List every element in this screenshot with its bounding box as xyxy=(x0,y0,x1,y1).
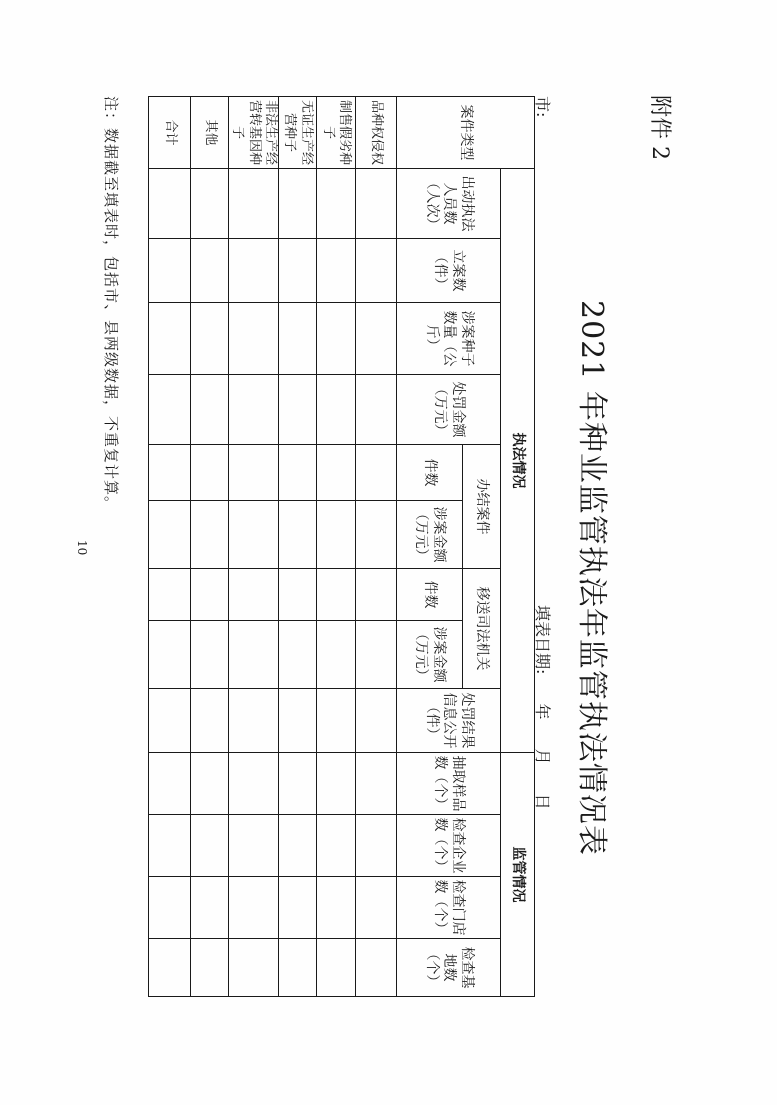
table-cell xyxy=(191,689,229,753)
table-cell xyxy=(317,375,356,445)
table-cell xyxy=(149,501,191,569)
row-label: 非法生产经营转基因种子 xyxy=(229,97,279,169)
table-cell xyxy=(149,569,191,621)
table-cell xyxy=(191,815,229,877)
table-cell xyxy=(279,239,317,303)
table-cell xyxy=(191,239,229,303)
row-label: 合计 xyxy=(149,97,191,169)
header-seed-qty: 涉案种子数量（公斤） xyxy=(397,303,501,375)
table-cell xyxy=(191,939,229,997)
table-cell xyxy=(356,939,397,997)
table-cell xyxy=(279,169,317,239)
table-cell xyxy=(229,569,279,621)
table-cell xyxy=(356,239,397,303)
table-row xyxy=(229,97,279,997)
header-closed-group: 办结案件 xyxy=(463,445,501,569)
table-cell xyxy=(356,621,397,689)
table-cell xyxy=(356,689,397,753)
statistics-table xyxy=(148,96,535,997)
header-case-type: 案件类型 xyxy=(397,97,535,169)
table-cell xyxy=(149,169,191,239)
row-label: 其他 xyxy=(191,97,229,169)
header-staff: 出动执法人员数（人次） xyxy=(397,169,501,239)
table-cell xyxy=(191,303,229,375)
row-label: 制售假劣种子 xyxy=(317,97,356,169)
fill-date-label: 填表日期: 年 月 日 xyxy=(533,605,552,810)
page-number: 10 xyxy=(75,540,89,556)
header-samples: 抽取样品数（个） xyxy=(397,753,501,815)
table-cell xyxy=(279,753,317,815)
table-cell xyxy=(191,169,229,239)
header-closed-amount: 涉案金额（万元） xyxy=(397,501,463,569)
header-fine: 处罚金额（万元） xyxy=(397,375,501,445)
header-closed-count: 件数 xyxy=(397,445,463,501)
table-cell xyxy=(317,445,356,501)
table-cell xyxy=(279,445,317,501)
table-row xyxy=(149,97,191,997)
header-filed: 立案数（件） xyxy=(397,239,501,303)
table-cell xyxy=(191,621,229,689)
table-row xyxy=(317,97,356,997)
table-cell xyxy=(279,569,317,621)
table-cell xyxy=(356,569,397,621)
table-cell xyxy=(279,877,317,939)
table-cell xyxy=(356,445,397,501)
table-cell xyxy=(149,303,191,375)
table-cell xyxy=(149,621,191,689)
table-cell xyxy=(279,303,317,375)
header-enforcement-group: 执法情况 xyxy=(501,169,535,753)
table-cell xyxy=(229,939,279,997)
table-cell xyxy=(317,501,356,569)
table-cell xyxy=(317,303,356,375)
row-label: 品种权侵权 xyxy=(356,97,397,169)
table-cell xyxy=(191,501,229,569)
table-cell xyxy=(229,815,279,877)
table-cell xyxy=(317,815,356,877)
table-cell xyxy=(191,877,229,939)
table-cell xyxy=(149,815,191,877)
table-cell xyxy=(279,501,317,569)
table-cell xyxy=(191,753,229,815)
table-cell xyxy=(356,753,397,815)
table-cell xyxy=(229,501,279,569)
page-title: 2021 年种业监管执法年监管执法情况表 xyxy=(574,300,609,856)
table-cell xyxy=(149,375,191,445)
table-cell xyxy=(317,877,356,939)
footnote: 注：数据截至填表时，包括市、县两级数据，不重复计算。 xyxy=(102,96,120,513)
table-cell xyxy=(317,621,356,689)
table-cell xyxy=(317,753,356,815)
city-label: 市: xyxy=(533,96,552,118)
table-cell xyxy=(356,169,397,239)
table-cell xyxy=(191,445,229,501)
row-label: 无证生产经营种子 xyxy=(279,97,317,169)
table-cell xyxy=(279,689,317,753)
table-row xyxy=(279,97,317,997)
table-cell xyxy=(356,303,397,375)
table-cell xyxy=(229,445,279,501)
header-stores: 检查门店数（个） xyxy=(397,877,501,939)
table-cell xyxy=(149,239,191,303)
header-transfer-group: 移送司法机关 xyxy=(463,569,501,689)
table-cell xyxy=(317,239,356,303)
table-cell xyxy=(149,689,191,753)
table-cell xyxy=(317,169,356,239)
table-cell xyxy=(229,375,279,445)
table-cell xyxy=(317,689,356,753)
header-transfer-count: 件数 xyxy=(397,569,463,621)
table-cell xyxy=(191,569,229,621)
table-cell xyxy=(279,815,317,877)
table-cell xyxy=(149,445,191,501)
header-disclosure: 处罚结果信息公开（件） xyxy=(397,689,501,753)
table-cell xyxy=(191,375,229,445)
table-row xyxy=(191,97,229,997)
header-transfer-amount: 涉案金额（万元） xyxy=(397,621,463,689)
table-cell xyxy=(279,375,317,445)
table-cell xyxy=(356,501,397,569)
table-cell xyxy=(229,303,279,375)
table-cell xyxy=(229,239,279,303)
table-cell xyxy=(229,169,279,239)
table-cell xyxy=(317,939,356,997)
attachment-label: 附件 2 xyxy=(647,95,672,160)
table-cell xyxy=(149,877,191,939)
header-supervision-group: 监管情况 xyxy=(501,753,535,997)
table-cell xyxy=(229,689,279,753)
table-cell xyxy=(356,815,397,877)
table-cell xyxy=(279,939,317,997)
table-row xyxy=(356,97,397,997)
header-bases: 检查基地数（个） xyxy=(397,939,501,997)
table-cell xyxy=(356,877,397,939)
table-cell xyxy=(229,621,279,689)
table-cell xyxy=(317,569,356,621)
header-enterprises: 检查企业数（个） xyxy=(397,815,501,877)
table-cell xyxy=(229,753,279,815)
table-cell xyxy=(149,939,191,997)
table-cell xyxy=(356,375,397,445)
table-cell xyxy=(149,753,191,815)
table-cell xyxy=(279,621,317,689)
table-cell xyxy=(229,877,279,939)
